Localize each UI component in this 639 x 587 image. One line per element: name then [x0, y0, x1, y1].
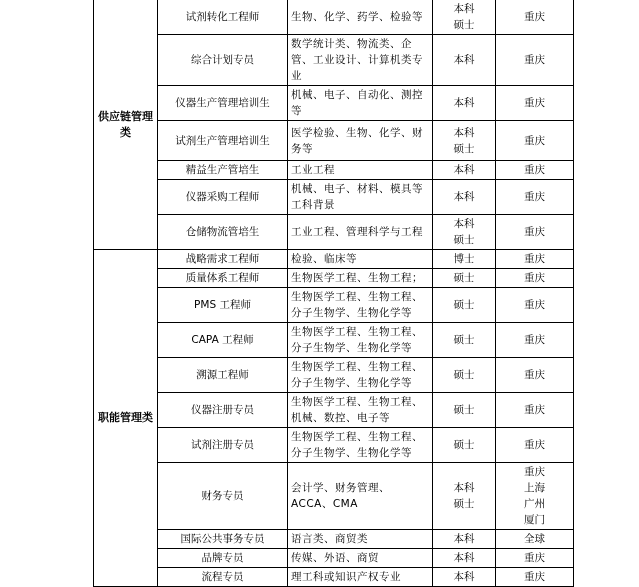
location-cell	[496, 428, 574, 463]
degree-cell	[433, 250, 496, 269]
position-cell: 财务专员	[158, 463, 288, 530]
degree-cell	[433, 269, 496, 288]
location-label: 重庆	[524, 369, 545, 381]
degree-label: 本科	[453, 191, 475, 203]
major-cell: 工业工程、管理科学与工程	[288, 215, 433, 250]
position-cell: CAPA 工程师	[158, 323, 288, 358]
degree-label: 本科	[453, 3, 475, 15]
degree-label: 硕士	[453, 299, 475, 311]
location-label: 广州	[524, 498, 545, 510]
table-row	[94, 250, 574, 269]
degree-label: 硕士	[453, 234, 475, 246]
degree-cell	[433, 35, 496, 86]
major-cell: 会计学、财务管理、ACCA、CMA	[288, 463, 433, 530]
degree-label: 本科	[453, 533, 475, 545]
degree-label: 硕士	[453, 404, 475, 416]
position-cell: 仪器注册专员	[158, 393, 288, 428]
location-label: 重庆	[524, 466, 545, 478]
degree-label: 硕士	[453, 369, 475, 381]
location-label: 重庆	[524, 571, 545, 583]
major-cell: 语言类、商贸类	[288, 530, 433, 549]
position-cell: PMS 工程师	[158, 288, 288, 323]
position-cell: 仪器采购工程师	[158, 180, 288, 215]
degree-cell	[433, 323, 496, 358]
major-cell: 生物医学工程、生物工程、分子生物学、生物化学等	[288, 358, 433, 393]
table-row	[94, 393, 574, 428]
table-row	[94, 530, 574, 549]
degree-label: 硕士	[453, 142, 475, 155]
major-cell: 机械、电子、材料、模具等工科背景	[288, 180, 433, 215]
location-label: 重庆	[524, 11, 545, 23]
location-label: 重庆	[524, 54, 545, 66]
position-cell: 战略需求工程师	[158, 250, 288, 269]
recruitment-table	[93, 0, 574, 587]
table-row	[94, 180, 574, 215]
degree-cell	[433, 568, 496, 587]
major-cell: 检验、临床等	[288, 250, 433, 269]
location-label: 重庆	[524, 334, 545, 346]
location-label: 重庆	[524, 404, 545, 416]
major-cell: 数学统计类、物流类、企管、工业设计、计算机类专业	[288, 35, 433, 86]
position-cell: 溯源工程师	[158, 358, 288, 393]
location-cell	[496, 0, 574, 35]
degree-label: 硕士	[453, 334, 475, 346]
location-label: 重庆	[524, 134, 545, 147]
degree-cell	[433, 393, 496, 428]
position-cell: 试剂转化工程师	[158, 0, 288, 35]
table-row	[94, 0, 574, 35]
major-cell: 机械、电子、自动化、测控等	[288, 86, 433, 121]
table-row	[94, 428, 574, 463]
degree-label: 硕士	[453, 439, 475, 451]
degree-cell	[433, 0, 496, 35]
major-cell: 生物医学工程、生物工程；	[288, 269, 433, 288]
degree-cell	[433, 530, 496, 549]
location-cell	[496, 463, 574, 530]
location-cell	[496, 250, 574, 269]
degree-cell	[433, 121, 496, 161]
location-cell	[496, 568, 574, 587]
degree-cell	[433, 288, 496, 323]
position-cell: 品牌专员	[158, 549, 288, 568]
degree-label: 本科	[453, 164, 475, 176]
table-row	[94, 35, 574, 86]
major-cell: 生物医学工程、生物工程、分子生物学、生物化学等	[288, 288, 433, 323]
location-cell	[496, 393, 574, 428]
location-cell	[496, 86, 574, 121]
location-cell	[496, 530, 574, 549]
location-cell	[496, 121, 574, 161]
degree-cell	[433, 215, 496, 250]
location-cell	[496, 180, 574, 215]
degree-label: 本科	[453, 54, 475, 66]
location-label: 重庆	[524, 552, 545, 564]
location-label: 上海	[524, 482, 545, 494]
location-cell	[496, 549, 574, 568]
degree-label: 本科	[453, 482, 475, 494]
table-row	[94, 568, 574, 587]
position-cell: 精益生产管培生	[158, 161, 288, 180]
degree-cell	[433, 358, 496, 393]
degree-label: 本科	[453, 97, 475, 109]
major-cell: 工业工程	[288, 161, 433, 180]
degree-label: 本科	[453, 571, 475, 583]
table-row	[94, 86, 574, 121]
major-cell: 理工科或知识产权专业	[288, 568, 433, 587]
location-label: 重庆	[524, 299, 545, 311]
position-cell: 试剂注册专员	[158, 428, 288, 463]
degree-label: 硕士	[453, 19, 475, 31]
degree-cell	[433, 463, 496, 530]
table-row	[94, 463, 574, 530]
location-label: 重庆	[524, 97, 545, 109]
table-row	[94, 549, 574, 568]
degree-cell	[433, 180, 496, 215]
major-cell: 生物医学工程、生物工程、分子生物学、生物化学等	[288, 428, 433, 463]
location-cell	[496, 288, 574, 323]
degree-label: 博士	[453, 253, 475, 265]
location-label: 重庆	[524, 272, 545, 284]
category-cell: 职能管理类	[94, 250, 158, 587]
location-cell	[496, 215, 574, 250]
location-label: 重庆	[524, 253, 545, 265]
major-cell: 传媒、外语、商贸	[288, 549, 433, 568]
major-cell: 生物、化学、药学、检验等	[288, 0, 433, 35]
location-label: 重庆	[524, 439, 545, 451]
position-cell: 国际公共事务专员	[158, 530, 288, 549]
degree-cell	[433, 86, 496, 121]
table-row	[94, 121, 574, 161]
position-cell: 试剂生产管理培训生	[158, 121, 288, 161]
location-cell	[496, 323, 574, 358]
major-cell: 生物医学工程、生物工程、机械、数控、电子等	[288, 393, 433, 428]
table-row	[94, 323, 574, 358]
location-label: 全球	[524, 533, 545, 545]
location-label: 重庆	[524, 191, 545, 203]
degree-label: 硕士	[453, 498, 475, 510]
category-cell: 供应链管理类	[94, 0, 158, 250]
degree-label: 本科	[453, 218, 475, 230]
location-label: 重庆	[524, 226, 545, 238]
degree-label: 硕士	[453, 272, 475, 284]
location-cell	[496, 35, 574, 86]
position-cell: 质量体系工程师	[158, 269, 288, 288]
table-row	[94, 358, 574, 393]
table-row	[94, 161, 574, 180]
location-label: 厦门	[524, 514, 545, 526]
position-cell: 仪器生产管理培训生	[158, 86, 288, 121]
location-cell	[496, 269, 574, 288]
degree-cell	[433, 161, 496, 180]
degree-cell	[433, 549, 496, 568]
position-cell: 综合计划专员	[158, 35, 288, 86]
table-row	[94, 288, 574, 323]
position-cell: 流程专员	[158, 568, 288, 587]
major-cell: 医学检验、生物、化学、财务等	[288, 121, 433, 161]
location-label: 重庆	[524, 164, 545, 176]
table-row	[94, 269, 574, 288]
degree-label: 本科	[453, 126, 475, 139]
table-row	[94, 215, 574, 250]
location-cell	[496, 161, 574, 180]
degree-label: 本科	[453, 552, 475, 564]
location-cell	[496, 358, 574, 393]
major-cell: 生物医学工程、生物工程、分子生物学、生物化学等	[288, 323, 433, 358]
position-cell: 仓储物流管培生	[158, 215, 288, 250]
degree-cell	[433, 428, 496, 463]
